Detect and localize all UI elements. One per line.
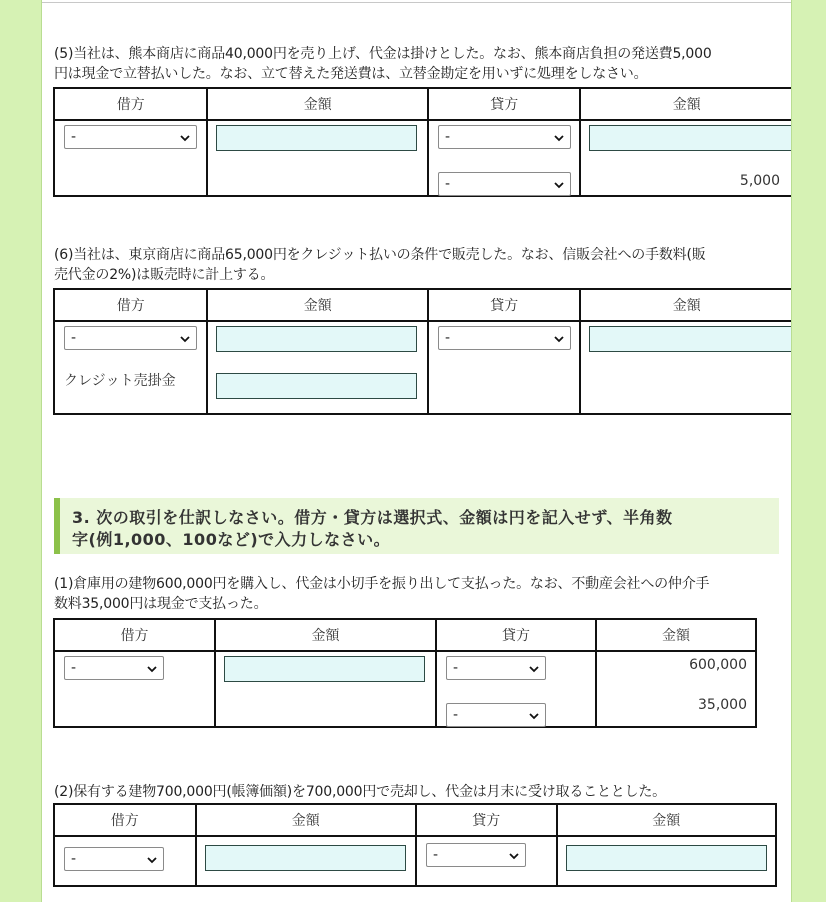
debit-amount-input-2[interactable] [216, 373, 417, 399]
journal-table-q5 [53, 87, 791, 197]
chevron-down-icon [147, 855, 157, 865]
debit-amount-input-1[interactable] [216, 125, 417, 151]
question-6-text: (6)当社は、東京商店に商品65,000円をクレジット払いの条件で販売した。なお、信販会社への手数料(販 売代金の2%)は販売時に計上する。 [54, 247, 706, 283]
right-margin [791, 0, 826, 902]
header-debit-amount: 金額 [207, 289, 428, 321]
chevron-down-icon [554, 334, 564, 344]
section-3-question-1-text: (1)倉庫用の建物600,000円を購入し、代金は小切手を振り出して支払った。なお、不動産会社への仲介手 数料35,000円は現金で支払った。 [54, 576, 710, 612]
chevron-down-icon [554, 133, 564, 143]
credit-amount-cell [596, 651, 756, 727]
journal-table-q6 [53, 288, 791, 415]
header-credit-amount: 金額 [580, 289, 791, 321]
section-3-question-2-text: (2)保有する建物700,000円(帳簿価額)を700,000円で売却し、代金は月末に受け取ることとした。 [54, 784, 666, 800]
credit-account-select-1[interactable]: - [446, 656, 546, 680]
credit-cell [428, 321, 580, 414]
header-debit-amount: 金額 [207, 88, 428, 120]
debit-cell [54, 836, 196, 886]
debit-amount-input-1[interactable] [205, 845, 406, 871]
chevron-down-icon [554, 180, 564, 190]
debit-amount-cell [207, 120, 428, 196]
debit-account-select-1[interactable]: - [64, 326, 197, 350]
header-debit: 借方 [54, 619, 215, 651]
header-credit: 貸方 [436, 619, 596, 651]
header-credit: 貸方 [416, 804, 557, 836]
header-credit-amount: 金額 [580, 88, 791, 120]
debit-amount-input-1[interactable] [224, 656, 425, 682]
credit-amount-fixed-2: 5,000 [739, 173, 780, 189]
header-credit: 貸方 [428, 88, 580, 120]
debit-account-label-2: クレジット売掛金 [64, 373, 176, 389]
chevron-down-icon [529, 711, 539, 721]
credit-amount-cell [580, 321, 791, 414]
debit-cell [54, 120, 207, 196]
credit-amount-input-1[interactable] [589, 326, 791, 352]
debit-account-select-1[interactable]: - [64, 125, 197, 149]
credit-account-select-2[interactable]: - [446, 703, 546, 727]
header-credit: 貸方 [428, 289, 580, 321]
chevron-down-icon [180, 133, 190, 143]
left-margin [0, 0, 42, 902]
chevron-down-icon [180, 334, 190, 344]
credit-cell [428, 120, 580, 196]
header-debit-amount: 金額 [215, 619, 436, 651]
debit-amount-cell [215, 651, 436, 727]
header-credit-amount: 金額 [596, 619, 756, 651]
header-credit-amount: 金額 [557, 804, 776, 836]
chevron-down-icon [529, 664, 539, 674]
debit-amount-input-1[interactable] [216, 326, 417, 352]
credit-account-select-1[interactable]: - [438, 326, 571, 350]
top-divider [42, 2, 791, 3]
header-debit: 借方 [54, 88, 207, 120]
exercise-content [42, 0, 791, 902]
journal-table-s3q1 [53, 618, 757, 728]
credit-amount-cell [580, 120, 791, 196]
chevron-down-icon [509, 851, 519, 861]
debit-cell [54, 321, 207, 414]
credit-amount-input-1[interactable] [566, 845, 767, 871]
debit-account-select-1[interactable]: - [64, 656, 164, 680]
debit-account-select-1[interactable]: - [64, 847, 164, 871]
header-debit-amount: 金額 [196, 804, 416, 836]
credit-amount-input-1[interactable] [589, 125, 791, 151]
credit-amount-fixed-2: 35,000 [698, 697, 747, 713]
credit-cell [416, 836, 557, 886]
debit-amount-cell [207, 321, 428, 414]
debit-amount-cell [196, 836, 416, 886]
section-3-heading: 3. 次の取引を仕訳しなさい。借方・貸方は選択式、金額は円を記入せず、半角数 字(例1,000、100など)で入力しなさい。 [54, 498, 779, 554]
header-debit: 借方 [54, 804, 196, 836]
header-debit: 借方 [54, 289, 207, 321]
credit-account-select-1[interactable]: - [438, 125, 571, 149]
credit-account-select-1[interactable]: - [426, 843, 526, 867]
credit-account-select-2[interactable]: - [438, 172, 571, 196]
credit-cell [436, 651, 596, 727]
chevron-down-icon [147, 664, 157, 674]
debit-cell [54, 651, 215, 727]
credit-amount-fixed-1: 600,000 [689, 657, 747, 673]
question-5-text: (5)当社は、熊本商店に商品40,000円を売り上げ、代金は掛けとした。なお、熊本商店負担の発送費5,000 円は現金で立替払いした。なお、立て替えた発送費は、立替金勘定を用いずに処理をしなさい。 [54, 46, 712, 82]
journal-table-s3q2 [53, 803, 777, 887]
credit-amount-cell [557, 836, 776, 886]
